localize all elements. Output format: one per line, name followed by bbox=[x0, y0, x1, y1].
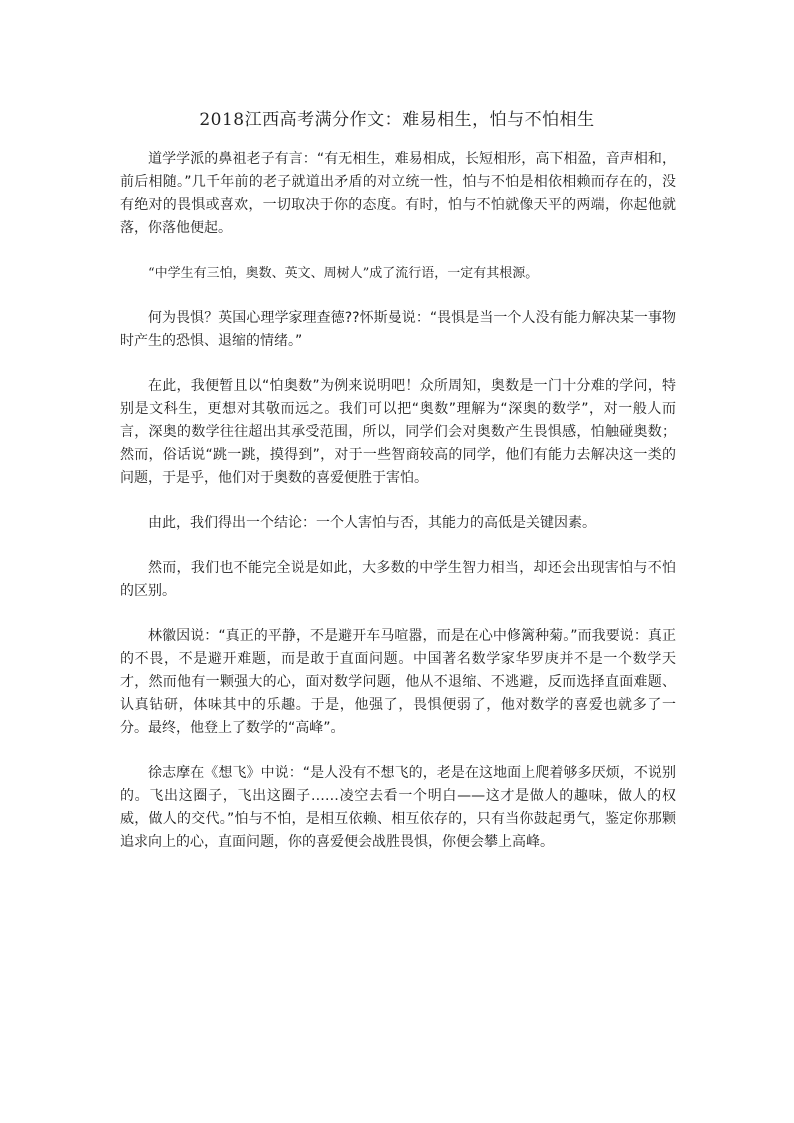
paragraph-2: “中学生有三怕，奥数、英文、周树人”成了流行语，一定有其根源。 bbox=[148, 266, 539, 281]
paragraph-8: 徐志摩在《想飞》中说：“是人没有不想飞的，老是在这地面上爬着够多厌烦，不说别的。飞出这圈子，飞出这圈子……凌空去看一个明白——这才是做人的趣味，做人的权威，做人的交代。”怕与不怕，是相互依赖、相互依存的，只有当你鼓起勇气，鉴定你那颗追求向上的心，直面问题，你的喜爱便会战胜畏惧，你便会攀上高峰。 bbox=[120, 765, 676, 850]
paragraph-6: 然而，我们也不能完全说是如此，大多数的中学生智力相当，却还会出现害怕与不怕的区别。 bbox=[120, 560, 676, 599]
paragraph-1: 道学学派的鼻祖老子有言：“有无相生，难易相成，长短相形，高下相盈，音声相和，前后相随。”几千年前的老子就道出矛盾的对立统一性，怕与不怕是相依相赖而存在的，没有绝对的畏惧或喜欢，一切取决于你的态度。有时，怕与不怕就像天平的两端，你起他就落，你落他便起。 bbox=[120, 151, 676, 236]
paragraph-3: 何为畏惧？英国心理学家理查德??怀斯曼说：“畏惧是当一个人没有能力解决某一事物时产生的恐惧、退缩的情绪。” bbox=[120, 310, 676, 349]
document-body bbox=[120, 148, 676, 876]
paragraph-4: 在此，我便暂且以“怕奥数”为例来说明吧！众所周知，奥数是一门十分难的学问，特别是文科生，更想对其敬而远之。我们可以把“奥数”理解为“深奥的数学”，对一般人而言，深奥的数学往往超出其承受范围，所以，同学们会对奥数产生畏惧感，怕触碰奥数；然而，俗话说“跳一跳，摸得到”，对于一些智商较高的同学，他们有能力去解决这一类的问题，于是乎，他们对于奥数的喜爱便胜于害怕。 bbox=[120, 378, 676, 486]
paragraph-7: 林徽因说：“真正的平静，不是避开车马喧嚣，而是在心中修篱种菊。”而我要说：真正的不畏，不是避开难题，而是敢于直面问题。中国著名数学家华罗庚并不是一个数学天才，然而他有一颗强大的心，面对数学问题，他从不退缩、不逃避，反而选择直面难题、认真钻研，体味其中的乐趣。于是，他强了，畏惧便弱了，他对数学的喜爱也就多了一分。最终，他登上了数学的“高峰”。 bbox=[120, 628, 676, 736]
paragraph-5: 由此，我们得出一个结论：一个人害怕与否，其能力的高低是关键因素。 bbox=[148, 515, 596, 531]
document-title: 2018江西高考满分作文：难易相生，怕与不怕相生 bbox=[199, 110, 595, 130]
